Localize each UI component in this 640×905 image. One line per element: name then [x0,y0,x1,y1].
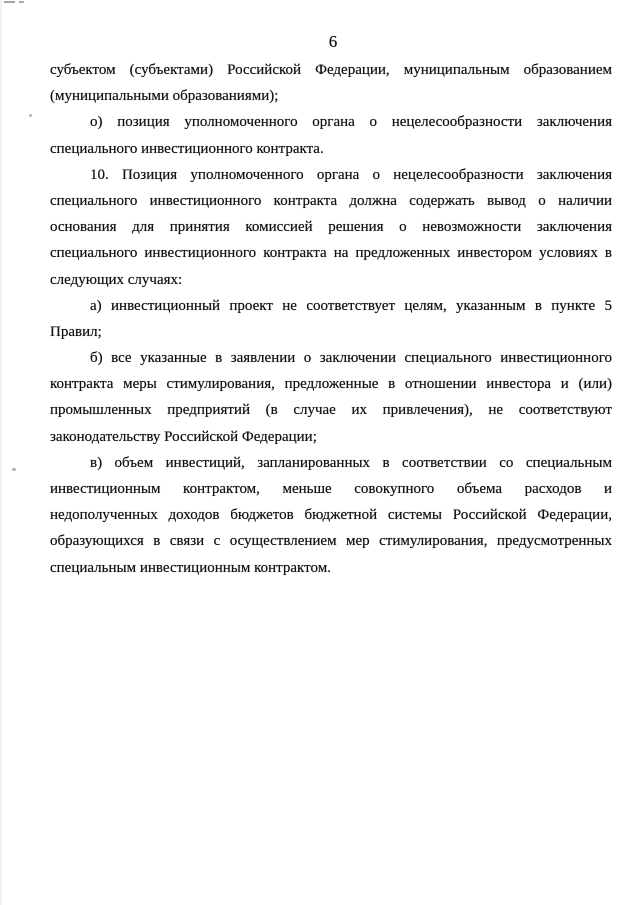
text-line: Правил; [50,323,102,340]
text-line: а) инвестиционный проект не соответствует целям, указанным в пункте 5 [90,297,612,314]
text-line: в) объем инвестиций, запланированных в соответствии со специальным [90,454,612,471]
text-line: б) все указанные в заявлении о заключении специального инвестиционного [90,350,612,367]
text-line: о) позиция уполномоченного органа о нецелесообразности заключения [90,114,612,131]
text-line: специальным инвестиционным контрактом. [50,559,331,576]
text-line: инвестиционным контрактом, меньше совокупного объема расходов и [50,481,612,497]
text-line: субъектом (субъектами) Российской Федерации, муниципальным образованием [50,62,612,78]
text-line: специального инвестиционного контракта на предложенных инвестором условиях в [50,245,612,262]
text-line: 10. Позиция уполномоченного органа о нецелесообразности заключения [90,166,612,183]
text-line: промышленных предприятий (в случае их привлечения), не соответствуют [50,402,612,419]
scan-artifact-dash [4,1,15,3]
text-line: контракта меры стимулирования, предложенные в отношении инвестора и (или) [50,376,612,393]
text-line: специального инвестиционного контракта. [50,140,324,157]
text-line: основания для принятия комиссией решения о невозможности заключения [50,219,612,236]
text-line: следующих случаях: [50,271,183,288]
document-text-block [50,57,612,581]
scan-artifact-dash [19,1,24,3]
text-line: специального инвестиционного контракта должна содержать вывод о наличии [50,192,612,209]
text-line: (муниципальными образованиями); [50,88,279,105]
scan-artifact-speck [29,114,32,117]
text-line: образующихся в связи с осуществлением мер стимулирования, предусмотренных [50,533,612,550]
scan-artifact-speck [12,468,16,471]
text-line: законодательству Российской Федерации; [50,428,317,445]
page-number: 6 [328,32,338,51]
text-line: недополученных доходов бюджетов бюджетной системы Российской Федерации, [50,507,612,524]
scan-edge-shadow [0,0,2,905]
